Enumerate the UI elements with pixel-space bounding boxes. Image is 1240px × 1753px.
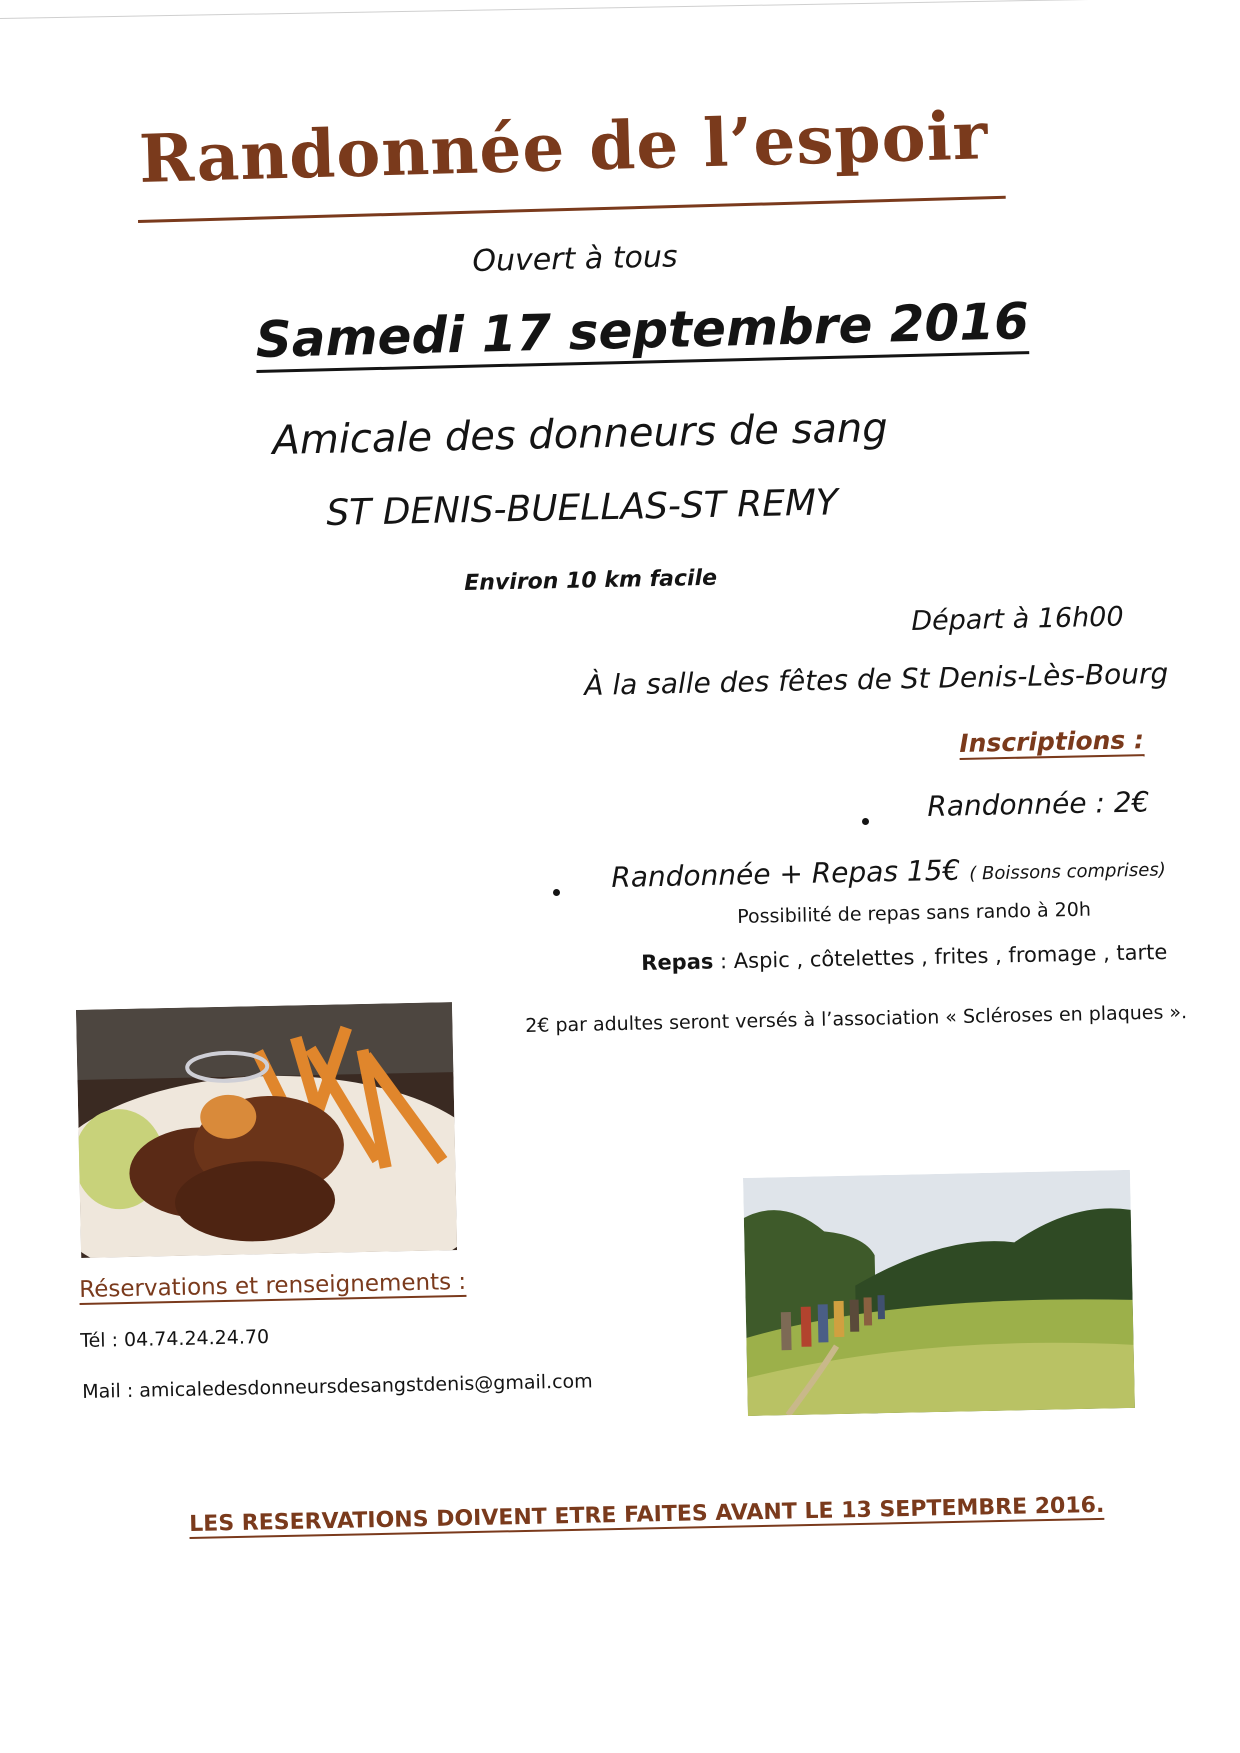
price-hike: Randonnée : 2€	[927, 785, 1150, 823]
event-date: Samedi 17 septembre 2016	[255, 293, 1030, 372]
meal-only-note: Possibilité de repas sans rando à 20h	[737, 898, 1092, 928]
title-underline	[138, 196, 1006, 223]
bullet-icon	[553, 889, 560, 896]
towns: ST DENIS-BUELLAS-ST REMY	[326, 482, 839, 534]
menu-items: : Aspic , côtelettes , frites , fromage , tarte	[713, 939, 1168, 974]
price-hike-meal-label: Randonnée + Repas 15€	[611, 853, 961, 894]
hikers-photo	[743, 1170, 1135, 1416]
meal-photo	[76, 1002, 457, 1258]
email-address: Mail : amicaledesdonneursdesangstdenis@gmail.com	[82, 1370, 593, 1403]
donation-note: 2€ par adultes seront versés à l’association « Scléroses en plaques ».	[525, 1001, 1188, 1037]
menu-label: Repas	[641, 949, 714, 975]
scan-edge-line	[0, 0, 1180, 23]
bullet-icon	[862, 818, 869, 825]
phone-number: Tél : 04.74.24.24.70	[80, 1326, 270, 1352]
distance: Environ 10 km facile	[464, 565, 718, 596]
reservations-heading: Réservations et renseignements :	[79, 1268, 467, 1303]
venue: À la salle des fêtes de St Denis-Lès-Bourg	[584, 656, 1169, 702]
registration-heading: Inscriptions :	[959, 725, 1145, 758]
price-hike-meal	[611, 849, 1166, 894]
reservation-deadline: LES RESERVATIONS DOIVENT ETRE FAITES AVANT LE 13 SEPTEMBRE 2016.	[189, 1492, 1105, 1537]
organizer: Amicale des donneurs de sang	[272, 405, 889, 464]
menu-line	[641, 940, 1168, 975]
flyer-title: Randonnée de l’espoir	[138, 96, 990, 198]
departure-time: Départ à 16h00	[911, 601, 1124, 637]
price-hike-meal-note: ( Boissons comprises)	[969, 859, 1166, 885]
subtitle: Ouvert à tous	[472, 239, 678, 279]
